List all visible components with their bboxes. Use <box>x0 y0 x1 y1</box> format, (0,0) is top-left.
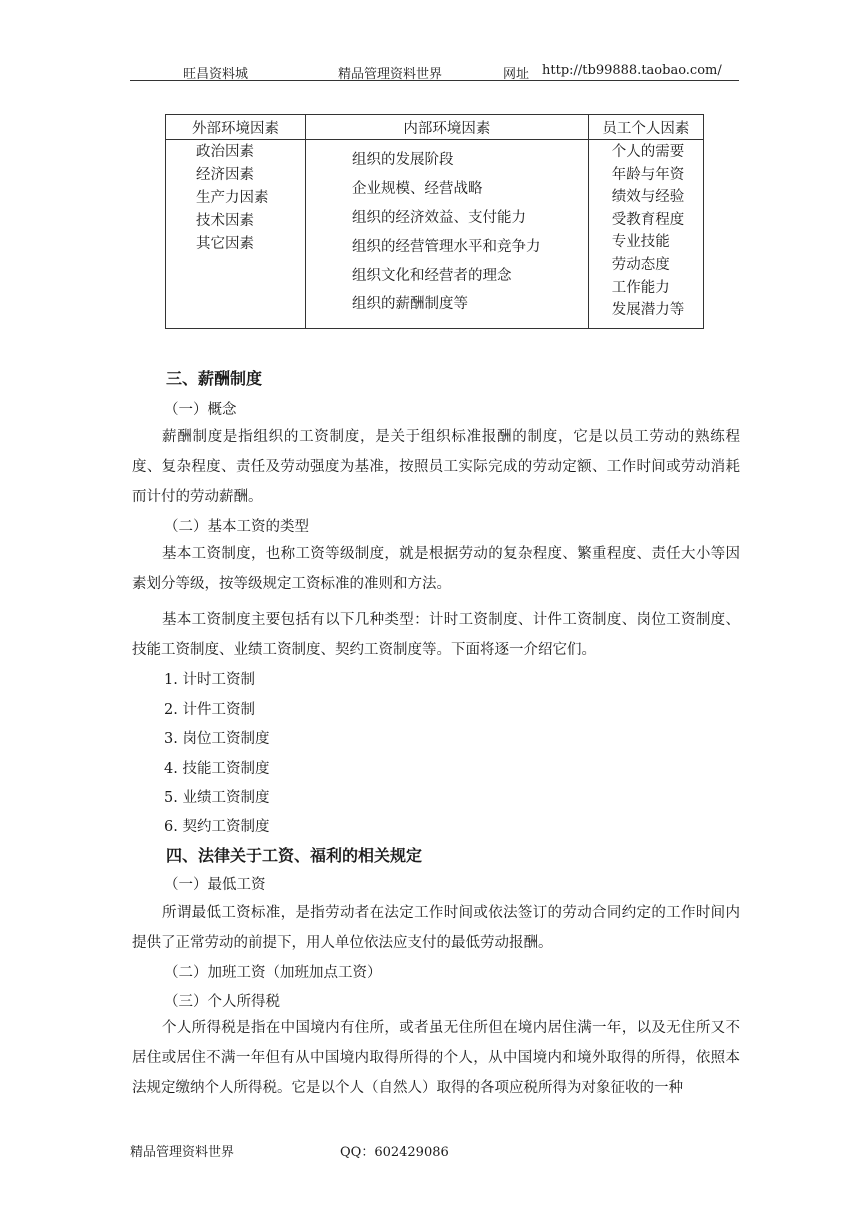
list-item: 政治因素 <box>196 144 254 160</box>
section-4-sub-2: （二）加班工资（加班加点工资） <box>164 965 382 981</box>
list-item: 其它因素 <box>196 236 254 252</box>
section-3-paragraph-2: 基本工资制度，也称工资等级制度，就是根据劳动的复杂程度、繁重程度、责任大小等因素划分等级，按等级规定工资标准的准则和方法。 <box>132 546 740 592</box>
list-item: 6. 契约工资制度 <box>164 819 270 835</box>
list-item: 绩效与经验 <box>611 189 685 206</box>
list-item: 组织文化和经营者的理念 <box>352 268 512 284</box>
personal-factors-cell <box>588 140 703 329</box>
table-header-row <box>166 115 704 140</box>
list-item: 5. 业绩工资制度 <box>164 790 270 806</box>
list-item: 组织的发展阶段 <box>352 152 454 168</box>
list-item: 3. 岗位工资制度 <box>164 731 270 747</box>
list-item: 技术因素 <box>196 213 254 229</box>
table-row <box>166 140 704 329</box>
list-item: 企业规模、经营战略 <box>352 181 483 197</box>
section-3-paragraph-3: 基本工资制度主要包括有以下几种类型：计时工资制度、计件工资制度、岗位工资制度、技能工资制度、业绩工资制度、契约工资制度等。下面将逐一介绍它们。 <box>132 612 740 658</box>
list-item: 发展潜力等 <box>611 302 685 319</box>
section-4-paragraph-1: 所谓最低工资标准，是指劳动者在法定工作时间或依法签订的劳动合同约定的工作时间内提供了正常劳动的前提下，用人单位依法应支付的最低劳动报酬。 <box>132 905 740 951</box>
header-site-name: 精品管理资料世界 <box>338 67 443 82</box>
section-4-sub-3: （三）个人所得税 <box>164 994 280 1010</box>
list-item: 劳动态度 <box>611 256 670 273</box>
header-external: 外部环境因素 <box>166 115 306 140</box>
list-item: 经济因素 <box>196 167 254 183</box>
section-4-title: 四、法律关于工资、福利的相关规定 <box>166 846 423 865</box>
list-item: 专业技能 <box>611 234 670 251</box>
list-item: 1. 计时工资制 <box>164 672 255 688</box>
page-header <box>130 58 739 81</box>
list-item: 工作能力 <box>611 279 670 296</box>
section-4-sub-1: （一）最低工资 <box>164 877 266 893</box>
list-item: 组织的经营管理水平和竞争力 <box>352 239 541 255</box>
footer-site-name: 精品管理资料世界 <box>130 1145 235 1160</box>
list-item: 生产力因素 <box>196 190 269 206</box>
section-4-paragraph-2: 个人所得税是指在中国境内有住所，或者虽无住所但在境内居住满一年，以及无住所又不居住或居住不满一年但有从中国境内取得所得的个人，从中国境内和境外取得的所得，依照本法规定缴纳个人所得税。它是以个人（自然人）取得的各项应税所得为对象征收的一种 <box>132 1020 740 1096</box>
header-url-label: 网址 <box>503 67 530 82</box>
header-internal: 内部环境因素 <box>306 115 589 140</box>
list-item: 组织的经济效益、支付能力 <box>352 210 526 226</box>
external-factors-cell <box>166 140 306 329</box>
list-item: 2. 计件工资制 <box>164 702 255 718</box>
section-3-sub-2: （二）基本工资的类型 <box>164 519 309 535</box>
factors-table <box>165 114 704 329</box>
list-item: 受教育程度 <box>611 211 685 228</box>
footer-qq: QQ：602429086 <box>340 1145 449 1160</box>
header-personal: 员工个人因素 <box>588 115 703 140</box>
list-item: 年龄与年资 <box>611 166 685 183</box>
internal-factors-cell <box>306 140 589 329</box>
list-item: 个人的需要 <box>611 144 685 160</box>
header-url[interactable]: http://tb99888.taobao.com/ <box>542 63 722 78</box>
section-3-title: 三、薪酬制度 <box>166 369 263 388</box>
section-3-paragraph-1: 薪酬制度是指组织的工资制度，是关于组织标准报酬的制度，它是以员工劳动的熟练程度、复杂程度、责任及劳动强度为基准，按照员工实际完成的劳动定额、工作时间或劳动消耗而计付的劳动薪酬。 <box>132 429 740 505</box>
list-item: 组织的薪酬制度等 <box>352 296 468 312</box>
list-item: 4. 技能工资制度 <box>164 761 270 777</box>
header-shop-name: 旺昌资料城 <box>183 67 249 82</box>
section-3-sub-1: （一）概念 <box>164 402 237 418</box>
